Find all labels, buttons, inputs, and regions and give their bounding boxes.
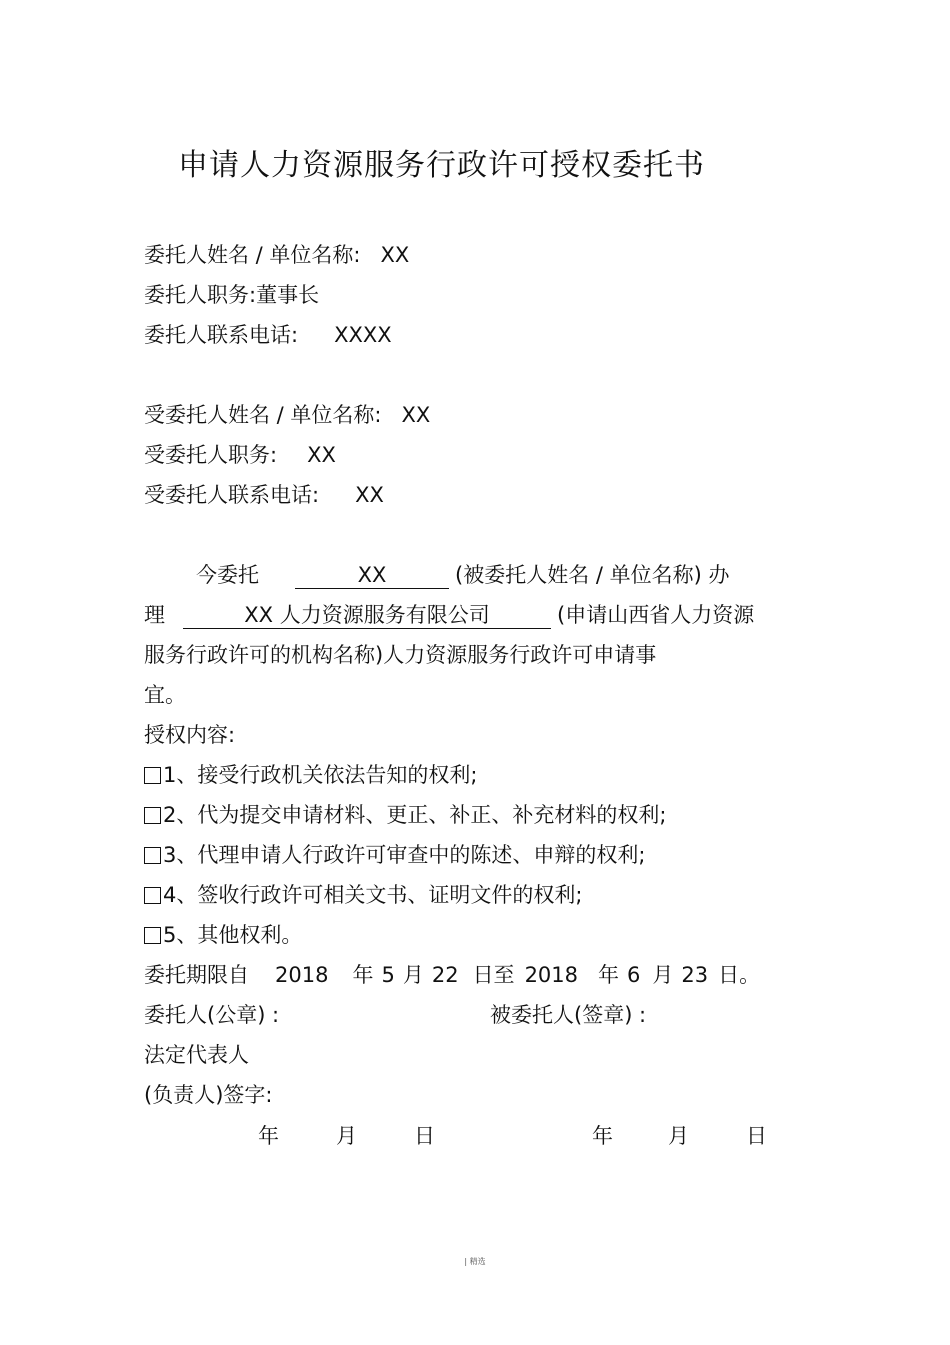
term-start-day: 22: [431, 963, 459, 987]
term-end-month: 6: [627, 963, 641, 987]
agent-phone-label: 受委托人联系电话:: [144, 483, 320, 507]
auth-item-label: 1、接受行政机关依法告知的权利;: [163, 763, 478, 787]
auth-item-label: 5、其他权利。: [163, 923, 303, 947]
principal-phone-line: [144, 321, 392, 349]
principal-phone-label: 委托人联系电话:: [144, 323, 299, 347]
term-end-day: 23: [681, 963, 709, 987]
auth-item-3[interactable]: [144, 841, 645, 869]
auth-heading: 授权内容:: [144, 723, 236, 747]
term-year-unit: 年: [352, 963, 374, 987]
body-line4-text: 宜。: [144, 683, 186, 707]
term-end: 日。: [718, 963, 761, 987]
agent-date-month: 月: [668, 1124, 689, 1148]
term-line: [144, 961, 760, 989]
principal-phone-value: XXXX: [334, 323, 392, 347]
principal-name-value: XX: [380, 243, 410, 267]
agent-name-label: 受委托人姓名 / 单位名称:: [144, 403, 382, 427]
auth-item-1[interactable]: [144, 761, 477, 789]
auth-item-label: 4、签收行政许可相关文书、证明文件的权利;: [163, 883, 583, 907]
checkbox-icon[interactable]: [144, 767, 161, 784]
term-year-unit: 年: [598, 963, 620, 987]
agent-date-day: 日: [746, 1124, 767, 1148]
body-line2-end: (申请山西省人力资源: [557, 603, 755, 627]
auth-item-5[interactable]: [144, 921, 302, 949]
agent-date-year: 年: [592, 1124, 613, 1148]
principal-date-month: 月: [336, 1124, 357, 1148]
auth-item-label: 3、代理申请人行政许可审查中的陈述、申辩的权利;: [163, 843, 646, 867]
org-fill-underline: XX 人力资源服务有限公司: [183, 602, 551, 629]
term-start-month: 5: [381, 963, 395, 987]
principal-name-label: 委托人姓名 / 单位名称:: [144, 243, 361, 267]
checkbox-icon[interactable]: [144, 847, 161, 864]
auth-item-2[interactable]: [144, 801, 666, 829]
body-line1-mid: (被委托人姓名 / 单位名称) 办: [455, 563, 730, 587]
auth-item-label: 2、代为提交申请材料、更正、补正、补充材料的权利;: [163, 803, 667, 827]
agent-seal-label: 被委托人(签章) :: [490, 1003, 647, 1027]
agent-position-label: 受委托人职务:: [144, 443, 278, 467]
term-to: 日至: [472, 963, 515, 987]
agent-phone-line: [144, 481, 384, 509]
term-start-year: 2018: [275, 963, 329, 987]
body-line-3: [144, 641, 656, 669]
body-line-4: [144, 681, 186, 709]
body-line2-start: 理: [144, 603, 165, 627]
principal-date-year: 年: [258, 1124, 279, 1148]
term-month-unit: 月: [652, 963, 674, 987]
term-month-unit: 月: [402, 963, 424, 987]
agent-phone-value: XX: [355, 483, 384, 507]
checkbox-icon[interactable]: [144, 927, 161, 944]
agent-fill-underline: XX: [295, 562, 449, 589]
principal-position-value: 董事长: [256, 283, 320, 307]
agent-position-line: [144, 441, 336, 469]
auth-item-4[interactable]: [144, 881, 582, 909]
principal-position-label: 委托人职务:: [144, 283, 257, 307]
body-line-1: [144, 561, 730, 589]
checkbox-icon[interactable]: [144, 807, 161, 824]
term-label: 委托期限自: [144, 963, 249, 987]
agent-position-value: XX: [307, 443, 336, 467]
principal-date-day: 日: [414, 1124, 435, 1148]
agent-name-value: XX: [401, 403, 431, 427]
agent-name-line: [144, 401, 430, 429]
body-entrust-text: 今委托: [196, 563, 259, 587]
body-line-2: [144, 601, 754, 629]
term-end-year: 2018: [524, 963, 579, 987]
principal-position-line: [144, 281, 319, 309]
checkbox-icon[interactable]: [144, 887, 161, 904]
principal-seal-label: 委托人(公章) :: [144, 1003, 280, 1027]
sign-label: (负责人)签字:: [144, 1083, 273, 1107]
document-title: 申请人力资源服务行政许可授权委托书: [178, 148, 705, 183]
body-line3-text: 服务行政许可的机构名称)人力资源服务行政许可申请事: [144, 643, 657, 667]
legal-rep-label: 法定代表人: [144, 1043, 249, 1067]
page-footer: | 精选: [464, 1257, 486, 1266]
principal-name-line: [144, 241, 409, 269]
